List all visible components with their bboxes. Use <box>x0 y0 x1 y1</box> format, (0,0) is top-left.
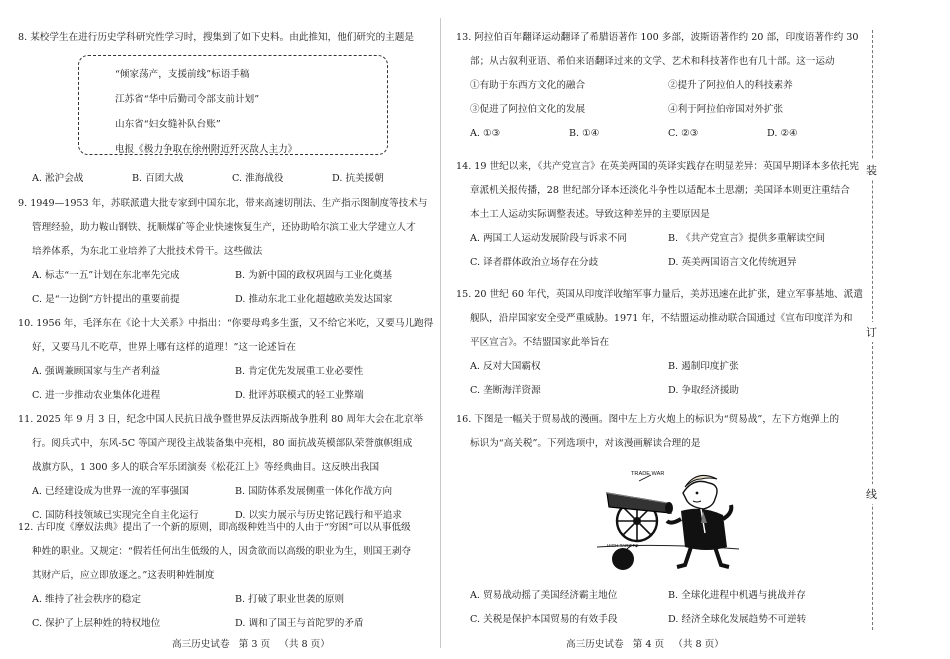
q13-options <box>456 122 866 146</box>
stem-line: 好，又要马儿不吃草，世界上哪有这样的道理！”这一论述旨在 <box>32 342 296 353</box>
option-b[interactable]: B. 为新中国的政权巩固与工业化奠基 <box>235 270 393 281</box>
trade-war-cartoon <box>597 463 739 578</box>
question-10 <box>18 312 438 408</box>
q10-options <box>18 360 438 384</box>
q8-options <box>32 167 432 191</box>
option-d[interactable]: D. 抗美援朝 <box>332 173 384 184</box>
cannonball-label: HIGH TARIFFS <box>607 543 639 548</box>
page-divider <box>440 18 441 648</box>
option-d[interactable]: D. 争取经济援助 <box>668 385 740 396</box>
option-d[interactable]: D. 推动东北工业化超越欧美发达国家 <box>235 294 393 305</box>
stem-line: 12. 古印度《摩奴法典》提出了一个新的原则，即高级种姓当中的人由于“穷困”可以从事低级 <box>18 522 411 533</box>
q11-options <box>18 480 438 504</box>
option-c[interactable]: C. 译者群体政治立场存在分歧 <box>470 257 599 268</box>
source-item: 山东省“妇女缝补队台账” <box>115 119 221 130</box>
stem-line: 16. 下图是一幅关于贸易战的漫画。图中左上方火炮上的标识为“贸易战”，左下方炮弹上的 <box>456 414 840 425</box>
page-footer: 高三历史试卷 第 3 页 （共 8 页） <box>172 639 330 650</box>
option-a[interactable]: A. 两国工人运动发展阶段与诉求不同 <box>470 233 627 244</box>
option-b[interactable]: B. 全球化进程中机遇与挑战并存 <box>668 590 806 601</box>
option-a[interactable]: A. 反对大国霸权 <box>470 361 541 372</box>
statement-3: ③促进了阿拉伯文化的发展 <box>470 104 586 115</box>
source-item: “倾家荡产，支援前线”标语手稿 <box>115 69 250 80</box>
option-a[interactable]: A. 淞沪会战 <box>32 173 84 184</box>
binding-char: 装 <box>866 160 877 180</box>
option-a[interactable]: A. 标志“一五”计划在东北率先完成 <box>32 270 180 281</box>
stem-line: 种姓的职业。又规定：“假若任何出生低级的人，因贪欲而以高级的职业为生，则国王剥夺 <box>32 546 412 557</box>
page-footer: 高三历史试卷 第 4 页 （共 8 页） <box>566 639 724 650</box>
option-d[interactable]: D. 调和了国王与首陀罗的矛盾 <box>235 618 364 629</box>
stem-line: 其财产后，应立即放逐之。”这表明种姓制度 <box>32 570 215 581</box>
stem-line: 行。阅兵式中，东风-5C 等国产现役主战装备集中亮相，80 面抗战英模部队荣誉旗帜组成 <box>32 438 413 449</box>
q15-options <box>456 355 866 379</box>
left-page <box>0 0 438 659</box>
option-a[interactable]: A. 贸易战动摇了美国经济霸主地位 <box>470 590 618 601</box>
option-c[interactable]: C. 国防科技领域已实现完全自主化运行 <box>32 510 199 521</box>
question-stem: 8. 某校学生在进行历史学科研究性学习时，搜集到了如下史料。由此推知，他们研究的主题是 <box>18 32 414 43</box>
source-item: 江苏省“华中后勤司令部支前计划” <box>115 94 260 105</box>
statement-1: ①有助于东西方文化的融合 <box>470 80 586 91</box>
q14-options-2 <box>456 251 866 275</box>
stem-line: 本土工人运动实际调整表述。导致这种差异的主要原因是 <box>470 209 710 220</box>
option-c[interactable]: C. 垄断海洋资源 <box>470 385 541 396</box>
cannon-label: TRADE WAR <box>631 471 665 477</box>
option-d[interactable]: D. 经济全球化发展趋势不可逆转 <box>668 614 807 625</box>
q10-options-2 <box>18 384 438 408</box>
source-box <box>78 55 388 155</box>
q15-options-2 <box>456 379 866 403</box>
question-12 <box>18 516 438 636</box>
statement-2: ②提升了阿拉伯人的科技素养 <box>668 80 793 91</box>
stem-line: 13. 阿拉伯百年翻译运动翻译了希腊语著作 100 多部，波斯语著作约 20 部，印度语著作约 30 <box>456 32 859 43</box>
option-c[interactable]: C. 淮海战役 <box>232 173 284 184</box>
stem-line: 15. 20 世纪 60 年代，英国从印度洋收缩军事力量后，美苏迅速在此扩张，建立军事基地、派遣 <box>456 289 863 300</box>
q16-options <box>456 584 866 608</box>
option-b[interactable]: B. 百团大战 <box>132 173 184 184</box>
option-a[interactable]: A. 维持了社会秩序的稳定 <box>32 594 141 605</box>
stem-line: 10. 1956 年，毛泽东在《论十大关系》中指出：“你要母鸡多生蛋，又不给它米吃，又要马儿跑得 <box>18 318 434 329</box>
source-item: 电报《极力争取在徐州附近歼灭敌人主力》 <box>115 144 298 155</box>
q13-statements-2 <box>456 98 866 122</box>
option-b[interactable]: B. 打破了职业世袭的原则 <box>235 594 345 605</box>
option-b[interactable]: B. 肯定优先发展重工业必要性 <box>235 366 364 377</box>
stem-line: 平区宣言》。不结盟国家此举旨在 <box>470 337 610 348</box>
option-c[interactable]: C. ②③ <box>668 128 699 139</box>
binding-char: 线 <box>866 484 877 504</box>
option-d[interactable]: D. 以实力展示与历史铭记践行和平追求 <box>235 510 402 521</box>
statement-4: ④利于阿拉伯帝国对外扩张 <box>668 104 784 115</box>
option-b[interactable]: B. 《共产党宣言》提供多重解读空间 <box>668 233 826 244</box>
option-a[interactable]: A. ①③ <box>470 128 501 139</box>
q14-options <box>456 227 866 251</box>
question-8 <box>18 26 428 50</box>
option-b[interactable]: B. ①④ <box>569 128 600 139</box>
stem-line: 管理经验，助力鞍山钢铁、抚顺煤矿等企业快速恢复生产，还协助哈尔滨工业大学建立人才 <box>32 222 416 233</box>
stem-line: 章派机关报传播，28 世纪部分译本还淡化斗争性以适配本土思潮；美国译本则更注重结合 <box>470 185 850 196</box>
q16-options-block <box>456 584 866 632</box>
option-b[interactable]: B. 国防体系发展侧重一体化作战方向 <box>235 486 393 497</box>
option-d[interactable]: D. 批评苏联模式的轻工业弊端 <box>235 390 364 401</box>
option-d[interactable]: D. ②④ <box>767 128 798 139</box>
stem-line: 标识为“高关税”。下列选项中，对该漫画解读合理的是 <box>470 438 701 449</box>
stem-line: 培养体系，为东北工业培养了大批技术骨干。这些做法 <box>32 246 263 257</box>
q16-options-2 <box>456 608 866 632</box>
option-b[interactable]: B. 遏制印度扩张 <box>668 361 739 372</box>
question-9 <box>18 192 438 312</box>
stem-line: 9. 1949—1953 年，苏联派遣大批专家到中国东北，带来高速切削法、生产指示图制度等技术与 <box>18 198 428 209</box>
stem-line: 战旗方队，1 300 多人的联合军乐团演奏《松花江上》等经典曲目。这反映出我国 <box>32 462 380 473</box>
option-c[interactable]: C. 进一步推动农业集体化进程 <box>32 390 161 401</box>
stem-line: 部；从古叙利亚语、希伯来语翻译过来的文学、艺术和科技著作也有几十部。这一运动 <box>470 56 835 67</box>
stem-line: 舰队，沿岸国家安全受严重威胁。1971 年，不结盟运动推动联合国通过《宣布印度洋为和 <box>470 313 853 324</box>
question-16 <box>456 408 866 456</box>
option-a[interactable]: A. 强调兼顾国家与生产者利益 <box>32 366 161 377</box>
question-11 <box>18 408 438 528</box>
q12-options-2 <box>18 612 438 636</box>
stem-line: 11. 2025 年 9 月 3 日，纪念中国人民抗日战争暨世界反法西斯战争胜利 80 周年大会在北京举 <box>18 414 424 425</box>
q12-options <box>18 588 438 612</box>
question-15 <box>456 283 866 403</box>
q13-statements <box>456 74 866 98</box>
option-c[interactable]: C. 是“一边倒”方针提出的重要前提 <box>32 294 180 305</box>
binding-char: 订 <box>866 322 877 342</box>
q9-options-2 <box>18 288 438 312</box>
option-c[interactable]: C. 关税是保护本国贸易的有效手段 <box>470 614 618 625</box>
option-a[interactable]: A. 已经建设成为世界一流的军事强国 <box>32 486 189 497</box>
question-14 <box>456 155 866 275</box>
option-c[interactable]: C. 保护了上层种姓的特权地位 <box>32 618 161 629</box>
question-13 <box>456 26 866 146</box>
q9-options <box>18 264 438 288</box>
option-d[interactable]: D. 英美两国语言文化传统迥异 <box>668 257 797 268</box>
stem-line: 14. 19 世纪以来，《共产党宣言》在英美两国的英译实践存在明显差异：英国早期译本多依托宪 <box>456 161 859 172</box>
